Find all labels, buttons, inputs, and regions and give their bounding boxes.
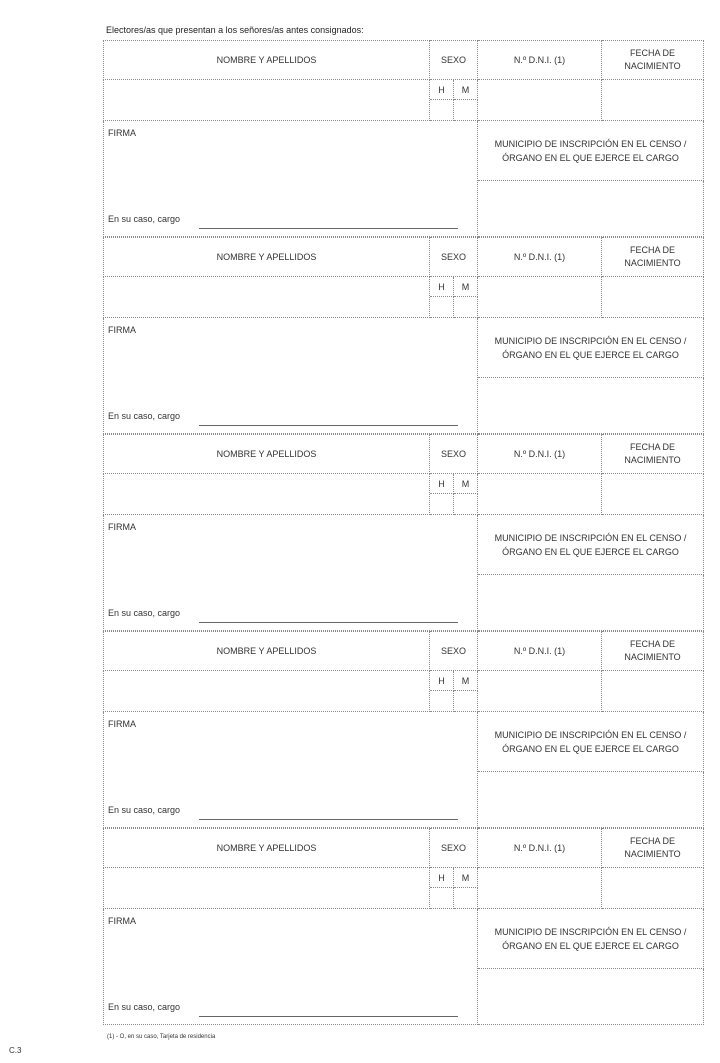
sex-h-label: H bbox=[430, 671, 454, 691]
position-line[interactable] bbox=[199, 425, 458, 426]
municipality-field[interactable] bbox=[478, 181, 704, 237]
sex-m-checkbox[interactable] bbox=[454, 297, 478, 318]
name-header: NOMBRE Y APELLIDOS bbox=[103, 40, 430, 80]
municipality-header: MUNICIPIO DE INSCRIPCIÓN EN EL CENSO / ÓRGANO EN EL QUE EJERCE EL CARGO bbox=[478, 121, 704, 181]
sex-m-checkbox[interactable] bbox=[454, 888, 478, 909]
elector-block bbox=[103, 237, 704, 434]
signature-label: FIRMA bbox=[108, 916, 136, 926]
signature-label: FIRMA bbox=[108, 128, 136, 138]
sex-header: SEXO bbox=[430, 434, 478, 474]
intro-text: Electores/as que presentan a los señores/as antes consignados: bbox=[106, 25, 364, 35]
sex-m-label: M bbox=[454, 474, 478, 494]
birth-date-header: FECHA DE NACIMIENTO bbox=[602, 631, 704, 671]
dni-field[interactable] bbox=[478, 671, 602, 712]
name-field[interactable] bbox=[103, 474, 430, 515]
sex-m-label: M bbox=[454, 80, 478, 100]
sex-h-label: H bbox=[430, 277, 454, 297]
dni-header: N.º D.N.I. (1) bbox=[478, 631, 602, 671]
dni-header: N.º D.N.I. (1) bbox=[478, 828, 602, 868]
sex-header: SEXO bbox=[430, 631, 478, 671]
position-line[interactable] bbox=[199, 622, 458, 623]
sex-h-checkbox[interactable] bbox=[430, 888, 454, 909]
dni-field[interactable] bbox=[478, 474, 602, 515]
birth-date-field[interactable] bbox=[602, 474, 704, 515]
position-label: En su caso, cargo bbox=[108, 1002, 181, 1012]
sex-m-label: M bbox=[454, 277, 478, 297]
sex-h-checkbox[interactable] bbox=[430, 494, 454, 515]
elector-block bbox=[103, 434, 704, 631]
sex-h-checkbox[interactable] bbox=[430, 691, 454, 712]
birth-date-field[interactable] bbox=[602, 277, 704, 318]
signature-label: FIRMA bbox=[108, 522, 136, 532]
municipality-header: MUNICIPIO DE INSCRIPCIÓN EN EL CENSO / ÓRGANO EN EL QUE EJERCE EL CARGO bbox=[478, 712, 704, 772]
sex-header: SEXO bbox=[430, 40, 478, 80]
birth-date-header: FECHA DE NACIMIENTO bbox=[602, 40, 704, 80]
elector-block bbox=[103, 631, 704, 828]
position-line[interactable] bbox=[199, 819, 458, 820]
name-header: NOMBRE Y APELLIDOS bbox=[103, 434, 430, 474]
municipality-field[interactable] bbox=[478, 378, 704, 434]
birth-date-header: FECHA DE NACIMIENTO bbox=[602, 828, 704, 868]
municipality-field[interactable] bbox=[478, 969, 704, 1025]
position-label: En su caso, cargo bbox=[108, 805, 181, 815]
sex-h-checkbox[interactable] bbox=[430, 100, 454, 121]
sex-m-label: M bbox=[454, 671, 478, 691]
birth-date-header: FECHA DE NACIMIENTO bbox=[602, 434, 704, 474]
dni-header: N.º D.N.I. (1) bbox=[478, 434, 602, 474]
sex-header: SEXO bbox=[430, 237, 478, 277]
name-header: NOMBRE Y APELLIDOS bbox=[103, 828, 430, 868]
position-label: En su caso, cargo bbox=[108, 214, 181, 224]
dni-field[interactable] bbox=[478, 80, 602, 121]
birth-date-field[interactable] bbox=[602, 671, 704, 712]
sex-m-checkbox[interactable] bbox=[454, 691, 478, 712]
municipality-header: MUNICIPIO DE INSCRIPCIÓN EN EL CENSO / ÓRGANO EN EL QUE EJERCE EL CARGO bbox=[478, 909, 704, 969]
name-field[interactable] bbox=[103, 80, 430, 121]
dni-field[interactable] bbox=[478, 277, 602, 318]
sex-m-label: M bbox=[454, 868, 478, 888]
name-header: NOMBRE Y APELLIDOS bbox=[103, 237, 430, 277]
signature-label: FIRMA bbox=[108, 325, 136, 335]
footnote: (1) - O, en su caso, Tarjeta de residencia bbox=[107, 1034, 216, 1040]
sex-h-label: H bbox=[430, 868, 454, 888]
position-label: En su caso, cargo bbox=[108, 411, 181, 421]
sex-h-label: H bbox=[430, 474, 454, 494]
name-header: NOMBRE Y APELLIDOS bbox=[103, 631, 430, 671]
birth-date-header: FECHA DE NACIMIENTO bbox=[602, 237, 704, 277]
municipality-header: MUNICIPIO DE INSCRIPCIÓN EN EL CENSO / ÓRGANO EN EL QUE EJERCE EL CARGO bbox=[478, 318, 704, 378]
sex-h-checkbox[interactable] bbox=[430, 297, 454, 318]
dni-header: N.º D.N.I. (1) bbox=[478, 40, 602, 80]
sex-h-label: H bbox=[430, 80, 454, 100]
page-number: C.3 bbox=[9, 1046, 22, 1055]
municipality-header: MUNICIPIO DE INSCRIPCIÓN EN EL CENSO / ÓRGANO EN EL QUE EJERCE EL CARGO bbox=[478, 515, 704, 575]
sex-m-checkbox[interactable] bbox=[454, 494, 478, 515]
birth-date-field[interactable] bbox=[602, 868, 704, 909]
birth-date-field[interactable] bbox=[602, 80, 704, 121]
dni-header: N.º D.N.I. (1) bbox=[478, 237, 602, 277]
sex-m-checkbox[interactable] bbox=[454, 100, 478, 121]
elector-block bbox=[103, 828, 704, 1025]
elector-block bbox=[103, 40, 704, 237]
dni-field[interactable] bbox=[478, 868, 602, 909]
position-line[interactable] bbox=[199, 1016, 458, 1017]
municipality-field[interactable] bbox=[478, 575, 704, 631]
position-label: En su caso, cargo bbox=[108, 608, 181, 618]
name-field[interactable] bbox=[103, 868, 430, 909]
name-field[interactable] bbox=[103, 277, 430, 318]
name-field[interactable] bbox=[103, 671, 430, 712]
sex-header: SEXO bbox=[430, 828, 478, 868]
municipality-field[interactable] bbox=[478, 772, 704, 828]
signature-label: FIRMA bbox=[108, 719, 136, 729]
position-line[interactable] bbox=[199, 228, 458, 229]
